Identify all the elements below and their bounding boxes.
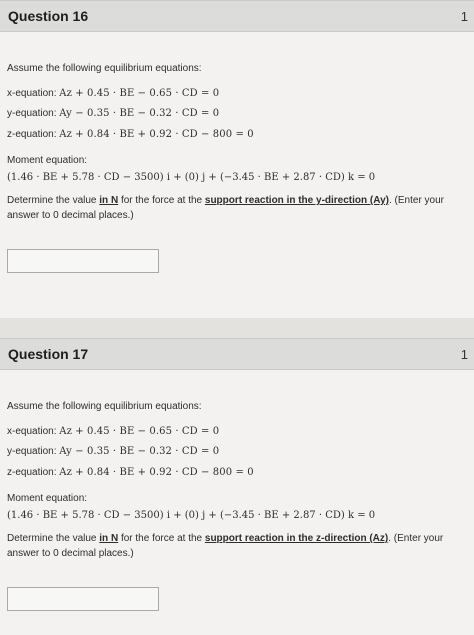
question-header bbox=[0, 0, 474, 32]
x-equation bbox=[7, 87, 470, 102]
question-instruction bbox=[7, 531, 470, 561]
moment-equation-math: (1.46 · BE + 5.78 · CD − 3500) i + (0) j + (−3.45 · BE + 2.87 · CD) k = 0 bbox=[7, 171, 376, 183]
z-equation-label: z-equation: bbox=[7, 128, 57, 140]
question-title: Question 17 bbox=[8, 346, 89, 362]
z-equation-label: z-equation: bbox=[7, 466, 57, 478]
question-divider bbox=[0, 318, 474, 338]
instruction-text-1: Determine the value bbox=[7, 533, 100, 544]
moment-equation-math: (1.46 · BE + 5.78 · CD − 3500) i + (0) j + (−3.45 · BE + 2.87 · CD) k = 0 bbox=[7, 509, 376, 521]
question-header bbox=[0, 338, 474, 370]
question-points: 1 bbox=[460, 8, 468, 24]
z-equation bbox=[7, 466, 470, 481]
moment-equation-label: Moment equation: bbox=[7, 155, 88, 166]
z-equation-math: Az + 0.84 · BE + 0.92 · CD − 800 = 0 bbox=[59, 128, 254, 140]
y-equation-math: Ay − 0.35 · BE − 0.32 · CD = 0 bbox=[59, 108, 220, 119]
instruction-unit: in N bbox=[99, 195, 119, 206]
question-title: Question 16 bbox=[8, 8, 89, 24]
question-body bbox=[0, 32, 474, 273]
moment-equation-label: Moment equation: bbox=[7, 493, 88, 504]
instruction-text-2: for the force at the bbox=[118, 195, 205, 206]
instruction-text-2: for the force at the bbox=[118, 533, 205, 544]
instruction-text-1: Determine the value bbox=[7, 195, 100, 206]
question-instruction bbox=[7, 193, 470, 223]
instruction-text-3: . (Enter your answer to 0 decimal places.) bbox=[7, 533, 444, 559]
question-body bbox=[0, 370, 474, 611]
y-equation bbox=[7, 445, 470, 460]
answer-input[interactable] bbox=[7, 249, 159, 273]
question-17-card bbox=[0, 338, 474, 635]
y-equation-math: Ay − 0.35 · BE − 0.32 · CD = 0 bbox=[59, 446, 220, 457]
x-equation-label: x-equation: bbox=[7, 87, 57, 99]
y-equation-label: y-equation: bbox=[7, 446, 57, 457]
instruction-text-3: . (Enter your answer to 0 decimal places.) bbox=[7, 195, 445, 221]
instruction-support-reaction: support reaction in the y-direction (Ay) bbox=[204, 195, 389, 206]
x-equation bbox=[7, 425, 470, 440]
answer-input[interactable] bbox=[7, 587, 159, 611]
z-equation-math: Az + 0.84 · BE + 0.92 · CD − 800 = 0 bbox=[59, 466, 254, 478]
question-points: 1 bbox=[460, 346, 468, 362]
instruction-support-reaction: support reaction in the z-direction (Az) bbox=[204, 533, 389, 544]
z-equation bbox=[7, 128, 470, 143]
question-intro: Assume the following equilibrium equations: bbox=[7, 63, 202, 74]
y-equation-label: y-equation: bbox=[7, 108, 57, 119]
x-equation-label: x-equation: bbox=[7, 425, 57, 437]
x-equation-math: Az + 0.45 · BE − 0.65 · CD = 0 bbox=[59, 425, 220, 437]
y-equation bbox=[7, 107, 470, 122]
x-equation-math: Az + 0.45 · BE − 0.65 · CD = 0 bbox=[59, 87, 220, 99]
instruction-unit: in N bbox=[99, 533, 119, 544]
question-intro: Assume the following equilibrium equations: bbox=[7, 401, 202, 412]
